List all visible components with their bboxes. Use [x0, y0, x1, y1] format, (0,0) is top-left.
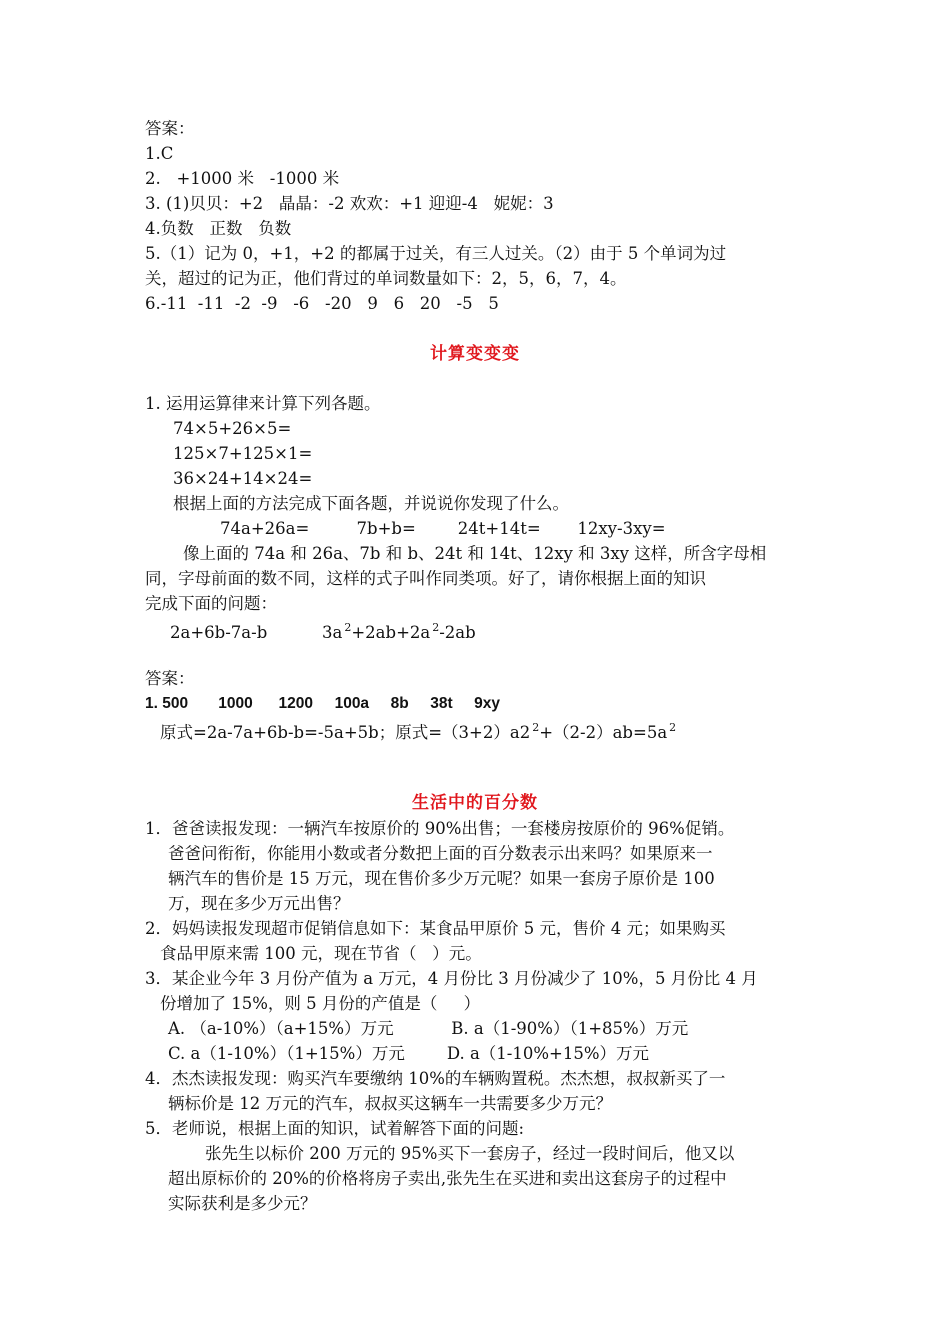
percent-q2-cont: 食品甲原来需 100 元，现在节省（ ）元。 [160, 944, 482, 963]
percent-q3-options-cd: C. a（1-10%）（1+15%）万元 D. a（1-10%+15%）万元 [168, 1044, 650, 1063]
answer-line-3: 3. (1)贝贝：+2 晶晶：-2 欢欢：+1 迎迎-4 妮妮：3 [145, 194, 554, 213]
answer-line-1: 1.C [145, 144, 174, 163]
calc-answer-heading: 答案： [145, 669, 195, 688]
percent-q4-cont: 辆标价是 12 万元的汽车，叔叔买这辆车一共需要多少万元？ [168, 1094, 612, 1113]
answer-line-2: 2. +1000 米 -1000 米 [145, 169, 340, 188]
calc-expr-a: 74×5+26×5= [173, 419, 292, 438]
answer-line-6: 6.-11 -11 -2 -9 -6 -20 9 6 20 -5 5 [145, 294, 499, 313]
calc-answer-line-2: 原式=2a-7a+6b-b=-5a+5b；原式=（3+2）a2 $^2$+（2-2）ab=5a $^2$ [160, 721, 677, 742]
calc-problem-2: 3a $^2$+2ab+2a $^2$-2ab [322, 621, 476, 642]
percent-q2: 2．妈妈读报发现超市促销信息如下：某食品甲原价 5 元，售价 4 元；如果购买 [145, 919, 726, 938]
calc-expr-c: 36×24+14×24= [173, 469, 313, 488]
calc-explain-1: 像上面的 74a 和 26a、7b 和 b、24t 和 14t、12xy 和 3xy 这样，所含字母相 [183, 544, 767, 563]
percent-q5-problem-3: 实际获利是多少元？ [168, 1194, 317, 1213]
answer-line-5-cont: 关，超过的记为正，他们背过的单词数量如下：2，5，6，7，4。 [145, 269, 627, 288]
calc-like-terms: 74a+26a= 7b+b= 24t+14t= 12xy-3xy= [220, 519, 666, 538]
percent-q1: 1．爸爸读报发现：一辆汽车按原价的 90%出售；一套楼房按原价的 96%促销。 [145, 819, 735, 838]
answer-line-5: 5.（1）记为 0，+1，+2 的都属于过关，有三人过关。（2）由于 5 个单词为过 [145, 244, 727, 263]
percent-q5: 5．老师说，根据上面的知识，试着解答下面的问题: [145, 1119, 525, 1138]
percent-q5-problem-2: 超出原标价的 20%的价格将房子卖出,张先生在买进和卖出这套房子的过程中 [168, 1169, 727, 1188]
percent-q5-problem-1: 张先生以标价 200 万元的 95%买下一套房子，经过一段时间后，他又以 [205, 1144, 735, 1163]
percent-q3: 3．某企业今年 3 月份产值为 a 万元，4 月份比 3 月份减少了 10%，5 月份比 4 月 [145, 969, 758, 988]
calc-explain-2: 同，字母前面的数不同，这样的式子叫作同类项。好了，请你根据上面的知识 [145, 569, 706, 588]
section-title-calc: 计算变变变 [430, 344, 520, 364]
section-title-percent: 生活中的百分数 [412, 793, 538, 813]
answer-line-4: 4.负数 正数 负数 [145, 219, 292, 238]
percent-q3-options-ab: A. （a-10%）（a+15%）万元 B. a（1-90%）（1+85%）万元 [168, 1019, 689, 1038]
percent-q3-cont: 份增加了 15%，则 5 月份的产值是（ ） [160, 994, 481, 1013]
calc-instruction: 根据上面的方法完成下面各题，并说说你发现了什么。 [173, 494, 569, 513]
percent-q1-cont-2: 辆汽车的售价是 15 万元，现在售价多少万元呢？如果一套房子原价是 100 [168, 869, 715, 888]
calc-expr-b: 125×7+125×1= [173, 444, 313, 463]
calc-q1: 1. 运用运算律来计算下列各题。 [145, 394, 381, 413]
calc-answer-line-1: 1. 500 1000 1200 100a 8b 38t 9xy [145, 695, 501, 712]
answers-heading: 答案： [145, 119, 195, 138]
percent-q1-cont-1: 爸爸问衔衔，你能用小数或者分数把上面的百分数表示出来吗？如果原来一 [168, 844, 713, 863]
calc-explain-3: 完成下面的问题： [145, 594, 277, 613]
calc-problem-1: 2a+6b-7a-b [170, 623, 268, 642]
percent-q4: 4．杰杰读报发现：购买汽车要缴纳 10%的车辆购置税。杰杰想，叔叔新买了一 [145, 1069, 726, 1088]
percent-q1-cont-3: 万，现在多少万元出售？ [168, 894, 350, 913]
